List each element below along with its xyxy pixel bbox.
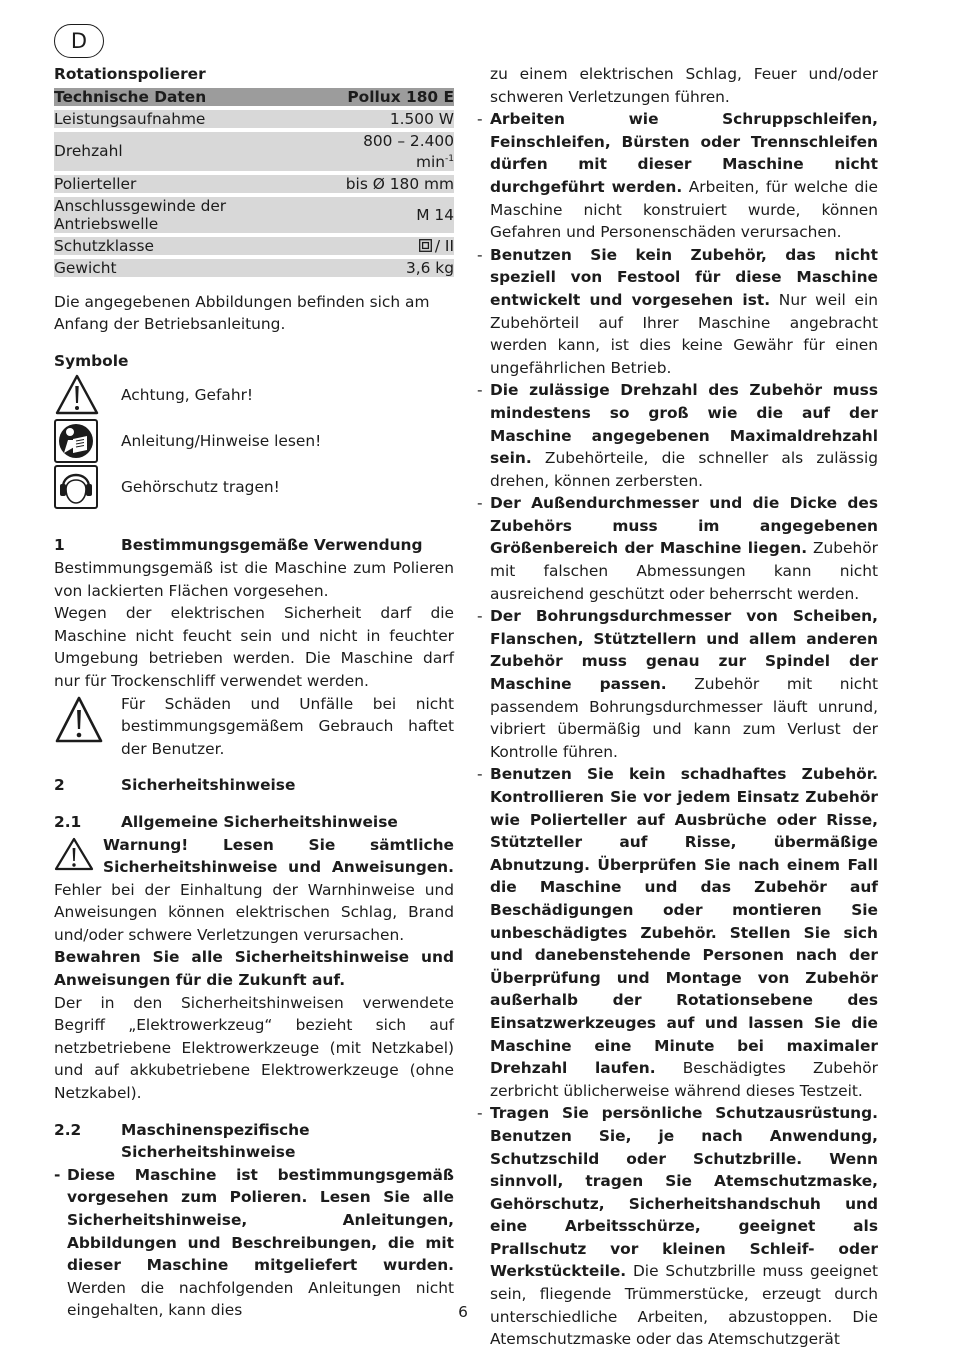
symbol-label: Anleitung/Hinweise lesen! (121, 432, 322, 451)
bullet-rest: Zubehör mit nicht passendem Bohrungsdurchmesser läuft unrund, vibriert übermäßig und kann zum Verlust der Kontrolle führen. (490, 675, 879, 761)
paragraph: Der in den Sicherheitshinweisen verwendete Begriff „Elektrowerkzeug“ bezieht sich auf netzbetriebene Elektrowerkzeuge (mit Netzkabel) und auf akkubetriebene Elektrowerkzeuge (ohne Netzkabel). (54, 993, 454, 1103)
paragraph: Wegen der elektrischen Sicherheit darf die Maschine nicht feucht sein und nicht in feuchter Umgebung betrieben werden. Die Maschine darf nur für Trockenschliff verwendet werden. (54, 604, 454, 690)
bullet-bold: Der Außendurchmesser und die Dicke des Zubehörs muss im angegebenen Größenbereich der Maschine liegen. (490, 494, 878, 558)
bullet-bold: Benutzen Sie kein Zubehör, das nicht speziell von Festool für diese Maschine entwickelt und vorgesehen ist. (490, 245, 878, 309)
bullet-bold: Benutzen Sie kein schadhaftes Zubehör. Kontrollieren Sie vor jedem Einsatz Zubehör wie Polierteller auf Ausbrüche oder Risse, Stützteller auf Risse, übermäßige Abnutzung. Überprüfen Sie nach einem Fall die Maschine und das Zubehör auf Beschädigungen oder montieren Sie unbeschädigtes Zubehör. Stellen Sie sich und danebenstehende Personen nach der Überprüfung und Montage von Zubehör außerhalb der Rotationsebene des Einsatzwerkzeuges auf und lassen Sie die Maschine eine Minute bei maximaler Drehzahl laufen. (490, 765, 878, 1078)
bullet-rest: Werden die nachfolgenden Anleitungen nicht eingehalten, kann dies (67, 1278, 454, 1320)
paragraph (54, 834, 454, 947)
spec-row (54, 237, 454, 255)
bullet-rest: Zubehör mit falschen Abmessungen kann nicht ausreichend geschützt oder beherrscht werden. (490, 539, 878, 603)
spec-value: 1.500 W (326, 110, 454, 128)
spec-label: Anschlussgewinde der Antriebswelle (54, 197, 326, 233)
bullet-item (477, 244, 878, 380)
spec-row (54, 132, 454, 171)
spec-row (54, 110, 454, 128)
bullet-text (490, 379, 878, 492)
speed-value: 800 – 2.400 min (363, 131, 454, 171)
paragraph: Bestimmungsgemäß ist die Maschine zum Polieren von lackierten Flächen vorgesehen. (54, 558, 454, 600)
bullet-bold: Arbeiten wie Schruppschleifen, Feinschleifen, Bürsten oder Trennschleifen dürfen mit dieser Maschine nicht durchgeführt werden. (490, 110, 878, 196)
bullet-text (490, 605, 878, 763)
spec-row (54, 197, 454, 233)
left-column (54, 63, 454, 1322)
section-number: 2.2 (54, 1120, 82, 1139)
warning-triangle-icon (54, 837, 94, 871)
spec-table (54, 84, 454, 281)
paragraph: Bewahren Sie alle Sicherheitshinweise und Anweisungen für die Zukunft auf. (54, 948, 454, 990)
warning-triangle-icon (54, 373, 100, 417)
warning-text: Für Schäden und Unfälle bei nicht bestimmungsgemäßem Gebrauch haftet der Benutzer. (121, 694, 454, 758)
bullet-rest: Beschädigtes Zubehör zerbricht üblicherweise während dieses Testzeit. (490, 1059, 878, 1100)
bullet-bold: Tragen Sie persönliche Schutzausrüstung. Benutzen Sie, je nach Anwendung, Schutzschild oder Schutzbrille. Wenn sinnvoll, tragen Sie Atemschutzmaske, Gehörschutz, Sicherheitshandschuh und eine Arbeitsschürze, geeignet als Prallschutz vor kleinen Schleif- oder Werkstückteile. (490, 1104, 878, 1281)
section-heading (54, 1119, 454, 1164)
section-heading (54, 774, 454, 797)
bullet-item (477, 492, 878, 605)
section-title: Bestimmungsgemäße Verwendung (121, 536, 423, 555)
bullet-item (477, 379, 878, 492)
continued-text: zu einem elektrischen Schlag, Feuer und/oder schweren Verletzungen führen. (490, 65, 878, 106)
bullet-item (477, 108, 878, 244)
bullet-text (490, 763, 878, 1102)
bullet-text (490, 108, 878, 244)
symbol-row (54, 418, 454, 464)
bullet-text (67, 1164, 454, 1322)
bullet-dash: - (477, 607, 483, 626)
speed-unit-exponent: -1 (445, 153, 454, 164)
bullet-dash: - (477, 1104, 483, 1123)
product-heading: Rotationspolierer (54, 65, 206, 83)
warning-block (54, 693, 454, 761)
symbols-heading: Symbole (54, 351, 129, 370)
protection-class-value: / II (434, 236, 454, 255)
spec-header-model: Pollux 180 E (326, 88, 454, 106)
section-title: Sicherheitshinweise (121, 776, 296, 795)
protection-class-icon (419, 239, 432, 252)
bullet-rest: Arbeiten, für welche die Maschine nicht konstruiert wurde, können Gefahren und Personenschäden verursachen. (490, 177, 878, 242)
bullet-rest: Nur weil ein Zubehörteil auf Ihrer Maschine angebracht werden kann, ist dies keine Gewähr für einen ungefährlichen Betrieb. (490, 290, 878, 377)
bullet-item (54, 1164, 454, 1322)
warning-triangle-icon (54, 695, 104, 745)
spec-label: Drehzahl (54, 132, 326, 171)
bullet-text (490, 244, 878, 380)
spec-row (54, 259, 454, 277)
spec-label: Schutzklasse (54, 237, 326, 255)
page-number: 6 (458, 1303, 468, 1321)
spec-value (326, 132, 454, 171)
spec-label: Gewicht (54, 259, 326, 277)
section-heading (54, 534, 454, 557)
spec-header-row (54, 88, 454, 106)
bullet-dash: - (477, 245, 483, 264)
symbol-label: Achtung, Gefahr! (121, 386, 254, 405)
bullet-bold: Der Bohrungsdurchmesser von Scheiben, Flanschen, Stütztellern und allem anderen Zubehör muss genau zur Spindel der Maschine passen. (490, 607, 878, 694)
bullet-bold: Die zulässige Drehzahl des Zubehör muss mindestens so groß wie die auf der Maschine angegebenen Maximaldrehzahl sein. (490, 381, 878, 468)
bullet-dash: - (477, 494, 483, 513)
warning-lead: Warnung! Lesen Sie sämtliche Sicherheitshinweise und Anweisungen. (103, 835, 454, 877)
right-column (477, 63, 878, 1351)
bullet-bold: Diese Maschine ist bestimmungsgemäß vorgesehen zum Polieren. Lesen Sie alle Sicherheitshinweise, Anleitungen, Abbildungen und Beschreibungen, die mit dieser Maschine mitgeliefert wurden. (67, 1165, 454, 1275)
bullet-item (477, 605, 878, 763)
read-manual-icon (54, 419, 100, 463)
bullet-text (490, 492, 878, 605)
spec-value: M 14 (326, 197, 454, 233)
spec-header-label: Technische Daten (54, 88, 326, 106)
section-number: 1 (54, 536, 65, 555)
spec-label: Polierteller (54, 175, 326, 193)
bullet-rest: Die Schutzbrille muss geeignet sein, fliegende Trümmerstücke, erzeugt durch unterschiedliche Arbeiten, abzustoppen. Die Atemschutzmaske oder das Atemschutzgerät (490, 1262, 878, 1349)
warning-rest: Fehler bei der Einhaltung der Warnhinweise und Anweisungen können elektrischen Schlag, Brand und/oder schwere Verletzungen verursachen. (54, 880, 454, 944)
section-number: 2 (54, 776, 65, 795)
symbol-row (54, 372, 454, 418)
language-badge: D (54, 24, 104, 58)
symbol-row (54, 464, 454, 510)
intro-text: Die angegebenen Abbildungen befinden sich am Anfang der Betriebsanleitung. (54, 292, 430, 334)
spec-row (54, 175, 454, 193)
spec-label: Leistungsaufnahme (54, 110, 326, 128)
bullet-dash: - (54, 1165, 61, 1184)
spec-value (326, 237, 454, 255)
section-heading (54, 811, 454, 834)
bullet-dash: - (477, 381, 483, 400)
section-title: Maschinenspezifische Sicherheitshinweise (121, 1120, 310, 1162)
section-title: Allgemeine Sicherheitshinweise (121, 812, 398, 831)
symbol-label: Gehörschutz tragen! (121, 478, 280, 497)
bullet-item (477, 763, 878, 1102)
bullet-dash: - (477, 765, 483, 784)
bullet-dash: - (477, 110, 483, 129)
ear-protection-icon (54, 465, 100, 509)
bullet-rest: Zubehörteile, die schneller als zulässig drehen, können zerbersten. (490, 449, 878, 490)
section-number: 2.1 (54, 812, 82, 831)
spec-value: 3,6 kg (326, 259, 454, 277)
spec-value: bis Ø 180 mm (326, 175, 454, 193)
